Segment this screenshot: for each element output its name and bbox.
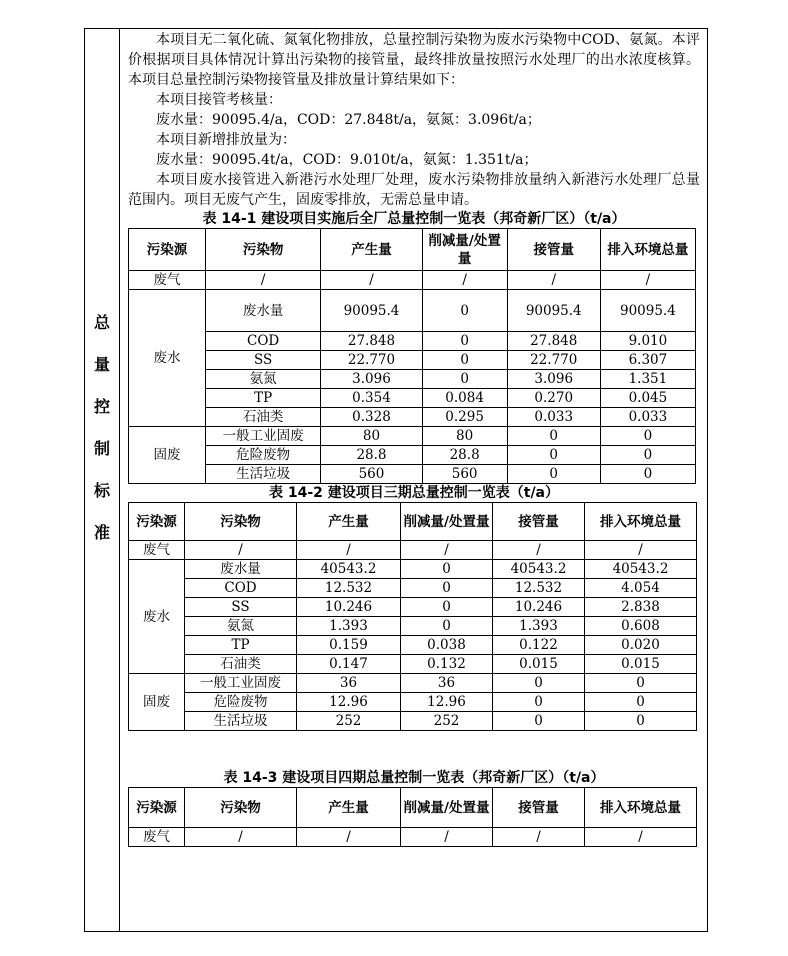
cell: 0 bbox=[422, 370, 507, 389]
side-char: 控 bbox=[93, 397, 110, 416]
cell: 40543.2 bbox=[585, 560, 697, 579]
paragraph: 本项目废水接管进入新港污水处理厂处理，废水污染物排放量纳入新港污水处理厂总量范围内。项目无废气产生，固废零排放，无需总量申请。 bbox=[128, 172, 700, 208]
table-header-row bbox=[129, 503, 697, 541]
table-row bbox=[129, 408, 696, 427]
cell: COD bbox=[185, 579, 297, 598]
table-14-1 bbox=[128, 228, 696, 484]
cell: 危险废物 bbox=[205, 446, 320, 465]
table-row bbox=[129, 693, 697, 712]
table-header-row bbox=[129, 229, 696, 271]
table-row bbox=[129, 655, 697, 674]
cell: 80 bbox=[321, 427, 422, 446]
side-char: 总 bbox=[93, 313, 110, 332]
cell: 40543.2 bbox=[493, 560, 585, 579]
header-cell: 污染源 bbox=[129, 788, 185, 828]
cell: 0.045 bbox=[600, 389, 695, 408]
paragraph: 本项目接管考核量： bbox=[156, 92, 282, 108]
cell: / bbox=[185, 828, 297, 847]
paragraph: 本项目无二氧化硫、氮氧化物排放，总量控制污染物为废水污染物中COD、氨氮。本评价根据项目具体情况计算出污染物的接管量，最终排放量按照污水处理厂的出水浓度核算。本项目总量控制污染物接管量及排放量计算结果如下： bbox=[128, 32, 700, 88]
cell: 1.351 bbox=[600, 370, 695, 389]
cell: 90095.4 bbox=[507, 290, 600, 332]
header-cell: 接管量 bbox=[507, 229, 600, 271]
table-row bbox=[129, 636, 697, 655]
cell: 12.96 bbox=[297, 693, 401, 712]
cell: 0 bbox=[422, 290, 507, 332]
cell: 22.770 bbox=[321, 351, 422, 370]
cell: 0 bbox=[493, 693, 585, 712]
cell: 90095.4 bbox=[600, 290, 695, 332]
header-cell: 接管量 bbox=[493, 503, 585, 541]
cell: 石油类 bbox=[205, 408, 320, 427]
cell: / bbox=[493, 828, 585, 847]
cell: 固废 bbox=[129, 427, 206, 484]
cell: / bbox=[185, 541, 297, 560]
cell: 0.328 bbox=[321, 408, 422, 427]
cell: 生活垃圾 bbox=[205, 465, 320, 484]
cell: 0.033 bbox=[600, 408, 695, 427]
paragraph: 废水量：90095.4/a，COD：27.848t/a，氨氮：3.096t/a； bbox=[156, 112, 541, 128]
spacer bbox=[128, 731, 700, 769]
table-row bbox=[129, 712, 697, 731]
cell: 一般工业固废 bbox=[185, 674, 297, 693]
cell: 22.770 bbox=[507, 351, 600, 370]
cell: 12.96 bbox=[401, 693, 493, 712]
cell: 0.354 bbox=[321, 389, 422, 408]
paragraph: 废水量：90095.4t/a，COD：9.010t/a，氨氮：1.351t/a； bbox=[156, 152, 538, 168]
table-caption: 表 14-2 建设项目三期总量控制一览表（t/a） bbox=[268, 485, 560, 501]
cell: 36 bbox=[297, 674, 401, 693]
cell: 1.393 bbox=[297, 617, 401, 636]
cell: 0.084 bbox=[422, 389, 507, 408]
cell: 0.038 bbox=[401, 636, 493, 655]
cell: 28.8 bbox=[321, 446, 422, 465]
table-row bbox=[129, 427, 696, 446]
cell: 0 bbox=[585, 674, 697, 693]
cell: / bbox=[422, 271, 507, 290]
cell: TP bbox=[185, 636, 297, 655]
cell: 0.015 bbox=[493, 655, 585, 674]
side-char: 准 bbox=[93, 523, 110, 542]
header-cell: 污染物 bbox=[205, 229, 320, 271]
cell: 40543.2 bbox=[297, 560, 401, 579]
cell: 3.096 bbox=[507, 370, 600, 389]
cell: 252 bbox=[401, 712, 493, 731]
cell: 2.838 bbox=[585, 598, 697, 617]
side-char: 制 bbox=[93, 439, 110, 458]
cell: / bbox=[585, 541, 697, 560]
cell: 0 bbox=[600, 446, 695, 465]
table-row bbox=[129, 617, 697, 636]
cell: 0 bbox=[493, 674, 585, 693]
cell: 0 bbox=[422, 332, 507, 351]
header-cell: 产生量 bbox=[297, 503, 401, 541]
table-14-2 bbox=[128, 502, 697, 731]
header-cell: 削减量/处置量 bbox=[401, 503, 493, 541]
cell: 固废 bbox=[129, 674, 185, 731]
cell: COD bbox=[205, 332, 320, 351]
cell: / bbox=[585, 828, 697, 847]
cell: 危险废物 bbox=[185, 693, 297, 712]
cell: 6.307 bbox=[600, 351, 695, 370]
cell: 252 bbox=[297, 712, 401, 731]
cell: TP bbox=[205, 389, 320, 408]
side-title bbox=[84, 302, 120, 554]
cell: 0.020 bbox=[585, 636, 697, 655]
cell: 0 bbox=[422, 351, 507, 370]
header-cell: 削减量/处置量 bbox=[422, 229, 507, 271]
cell: 10.246 bbox=[493, 598, 585, 617]
cell: / bbox=[507, 271, 600, 290]
table-row bbox=[129, 370, 696, 389]
cell: 石油类 bbox=[185, 655, 297, 674]
table-row bbox=[129, 389, 696, 408]
header-cell: 削减量/处置量 bbox=[401, 788, 493, 828]
header-cell: 产生量 bbox=[321, 229, 422, 271]
cell: 0 bbox=[401, 560, 493, 579]
cell: 0 bbox=[585, 712, 697, 731]
cell: 1.393 bbox=[493, 617, 585, 636]
header-cell: 产生量 bbox=[297, 788, 401, 828]
cell: 0 bbox=[507, 427, 600, 446]
cell: 12.532 bbox=[297, 579, 401, 598]
cell: 0.147 bbox=[297, 655, 401, 674]
side-char: 量 bbox=[93, 355, 110, 374]
cell: 0.608 bbox=[585, 617, 697, 636]
cell: / bbox=[297, 828, 401, 847]
cell: 废气 bbox=[129, 828, 185, 847]
header-cell: 污染源 bbox=[129, 503, 185, 541]
content-area bbox=[128, 28, 700, 847]
cell: / bbox=[297, 541, 401, 560]
cell: 36 bbox=[401, 674, 493, 693]
table-row bbox=[129, 446, 696, 465]
cell: 12.532 bbox=[493, 579, 585, 598]
cell: 9.010 bbox=[600, 332, 695, 351]
cell: 0 bbox=[401, 598, 493, 617]
cell: 0.132 bbox=[401, 655, 493, 674]
cell: 27.848 bbox=[321, 332, 422, 351]
table-row bbox=[129, 674, 697, 693]
table-header-row bbox=[129, 788, 697, 828]
header-cell: 污染物 bbox=[185, 503, 297, 541]
table-row bbox=[129, 579, 697, 598]
paragraph: 本项目新增排放量为： bbox=[156, 132, 296, 148]
cell: 0.270 bbox=[507, 389, 600, 408]
cell: 27.848 bbox=[507, 332, 600, 351]
cell: 28.8 bbox=[422, 446, 507, 465]
cell: 0 bbox=[507, 446, 600, 465]
cell: 废水 bbox=[129, 560, 185, 674]
side-column bbox=[84, 28, 120, 932]
header-cell: 污染源 bbox=[129, 229, 206, 271]
cell: 90095.4 bbox=[321, 290, 422, 332]
cell: 废气 bbox=[129, 271, 206, 290]
cell: 10.246 bbox=[297, 598, 401, 617]
cell: SS bbox=[205, 351, 320, 370]
cell: 一般工业固废 bbox=[205, 427, 320, 446]
cell: 0 bbox=[600, 427, 695, 446]
table-caption: 表 14-1 建设项目实施后全厂总量控制一览表（邦奇新厂区）（t/a） bbox=[202, 211, 626, 227]
cell: 0 bbox=[585, 693, 697, 712]
cell: SS bbox=[185, 598, 297, 617]
cell: 0.015 bbox=[585, 655, 697, 674]
cell: 生活垃圾 bbox=[185, 712, 297, 731]
header-cell: 排入环境总量 bbox=[600, 229, 695, 271]
cell: 废水量 bbox=[205, 290, 320, 332]
cell: 0.295 bbox=[422, 408, 507, 427]
table-14-3 bbox=[128, 787, 697, 847]
table-row bbox=[129, 290, 696, 332]
table-row bbox=[129, 351, 696, 370]
cell: 氨氮 bbox=[185, 617, 297, 636]
table-row bbox=[129, 598, 697, 617]
table-row bbox=[129, 271, 696, 290]
cell: 0 bbox=[493, 712, 585, 731]
side-char: 标 bbox=[93, 481, 110, 500]
header-cell: 污染物 bbox=[185, 788, 297, 828]
cell: 0.159 bbox=[297, 636, 401, 655]
cell: / bbox=[321, 271, 422, 290]
cell: 0 bbox=[401, 617, 493, 636]
cell: 4.054 bbox=[585, 579, 697, 598]
cell: / bbox=[493, 541, 585, 560]
cell: 560 bbox=[321, 465, 422, 484]
table-row bbox=[129, 541, 697, 560]
cell: / bbox=[205, 271, 320, 290]
cell: / bbox=[401, 541, 493, 560]
cell: 0 bbox=[507, 465, 600, 484]
cell: 0.033 bbox=[507, 408, 600, 427]
table-row bbox=[129, 332, 696, 351]
cell: 560 bbox=[422, 465, 507, 484]
table-row bbox=[129, 560, 697, 579]
table-row bbox=[129, 465, 696, 484]
cell: 0 bbox=[600, 465, 695, 484]
cell: 3.096 bbox=[321, 370, 422, 389]
cell: 废气 bbox=[129, 541, 185, 560]
cell: / bbox=[401, 828, 493, 847]
cell: 氨氮 bbox=[205, 370, 320, 389]
cell: 废水量 bbox=[185, 560, 297, 579]
header-cell: 排入环境总量 bbox=[585, 788, 697, 828]
cell: 0.122 bbox=[493, 636, 585, 655]
cell: 废水 bbox=[129, 290, 206, 427]
table-caption: 表 14-3 建设项目四期总量控制一览表（邦奇新厂区）（t/a） bbox=[223, 770, 605, 786]
cell: 80 bbox=[422, 427, 507, 446]
header-cell: 排入环境总量 bbox=[585, 503, 697, 541]
header-cell: 接管量 bbox=[493, 788, 585, 828]
table-row bbox=[129, 828, 697, 847]
cell: / bbox=[600, 271, 695, 290]
cell: 0 bbox=[401, 579, 493, 598]
